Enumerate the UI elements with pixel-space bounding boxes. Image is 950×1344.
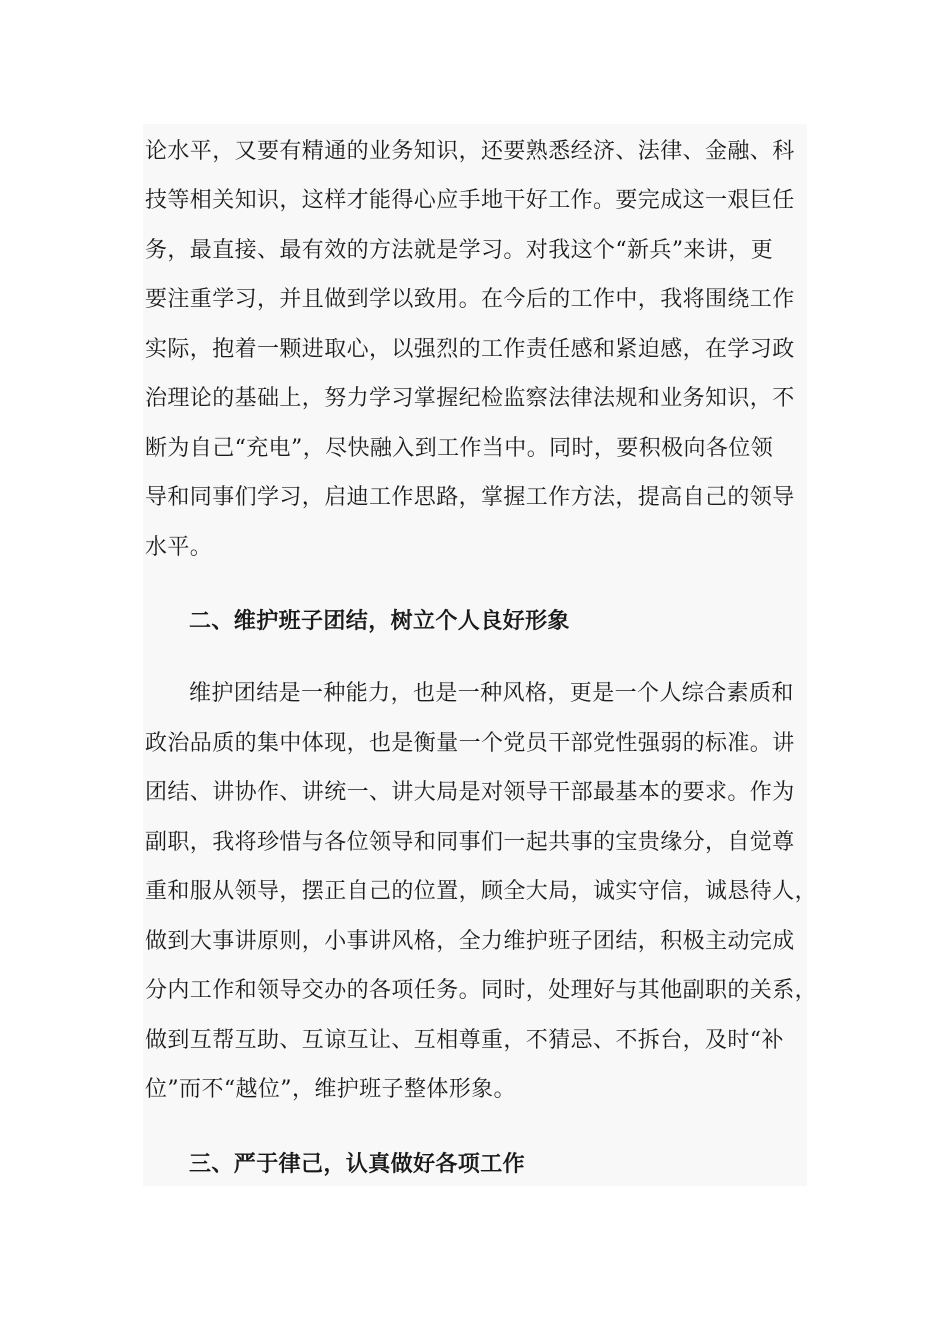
paragraph-line: 团结、讲协作、讲统一、讲大局是对领导干部最基本的要求。作为: [145, 780, 795, 805]
paragraph-line: 维护团结是一种能力，也是一种风格，更是一个人综合素质和: [189, 681, 794, 706]
paragraph-line: 位”而不“越位”，维护班子整体形象。: [145, 1077, 516, 1102]
paragraph-line: 实际，抱着一颗进取心，以强烈的工作责任感和紧迫感，在学习政: [145, 337, 795, 362]
paragraph-line: 副职，我将珍惜与各位领导和同事们一起共事的宝贵缘分，自觉尊: [145, 830, 795, 855]
paragraph-line: 治理论的基础上，努力学习掌握纪检监察法律法规和业务知识，不: [145, 386, 795, 411]
paragraph-line: 做到互帮互助、互谅互让、互相尊重，不猜忌、不拆台，及时“补: [145, 1028, 784, 1053]
paragraph-line: 技等相关知识，这样才能得心应手地干好工作。要完成这一艰巨任: [145, 188, 795, 213]
paragraph-line: 务，最直接、最有效的方法就是学习。对我这个“新兵”来讲，更: [145, 238, 774, 263]
paragraph-line: 重和服从领导，摆正自己的位置，顾全大局，诚实守信，诚恳待人，: [145, 879, 818, 904]
section-heading: 二、维护班子团结，树立个人良好形象: [189, 608, 570, 634]
paragraph-line: 分内工作和领导交办的各项任务。同时，处理好与其他副职的关系，: [145, 978, 818, 1003]
paragraph-line: 导和同事们学习，启迪工作思路，掌握工作方法，提高自己的领导: [145, 485, 795, 510]
paragraph-line: 做到大事讲原则，小事讲风格，全力维护班子团结，积极主动完成: [145, 929, 795, 954]
paragraph-line: 断为自己“充电”，尽快融入到工作当中。同时，要积极向各位领: [145, 436, 774, 461]
paragraph-line: 论水平，又要有精通的业务知识，还要熟悉经济、法律、金融、科: [145, 139, 795, 164]
paragraph-line: 水平。: [145, 535, 213, 560]
paragraph-line: 政治品质的集中体现，也是衡量一个党员干部党性强弱的标准。讲: [145, 731, 795, 756]
paragraph-line: 要注重学习，并且做到学以致用。在今后的工作中，我将围绕工作: [145, 287, 795, 312]
section-heading: 三、严于律己，认真做好各项工作: [189, 1151, 526, 1177]
